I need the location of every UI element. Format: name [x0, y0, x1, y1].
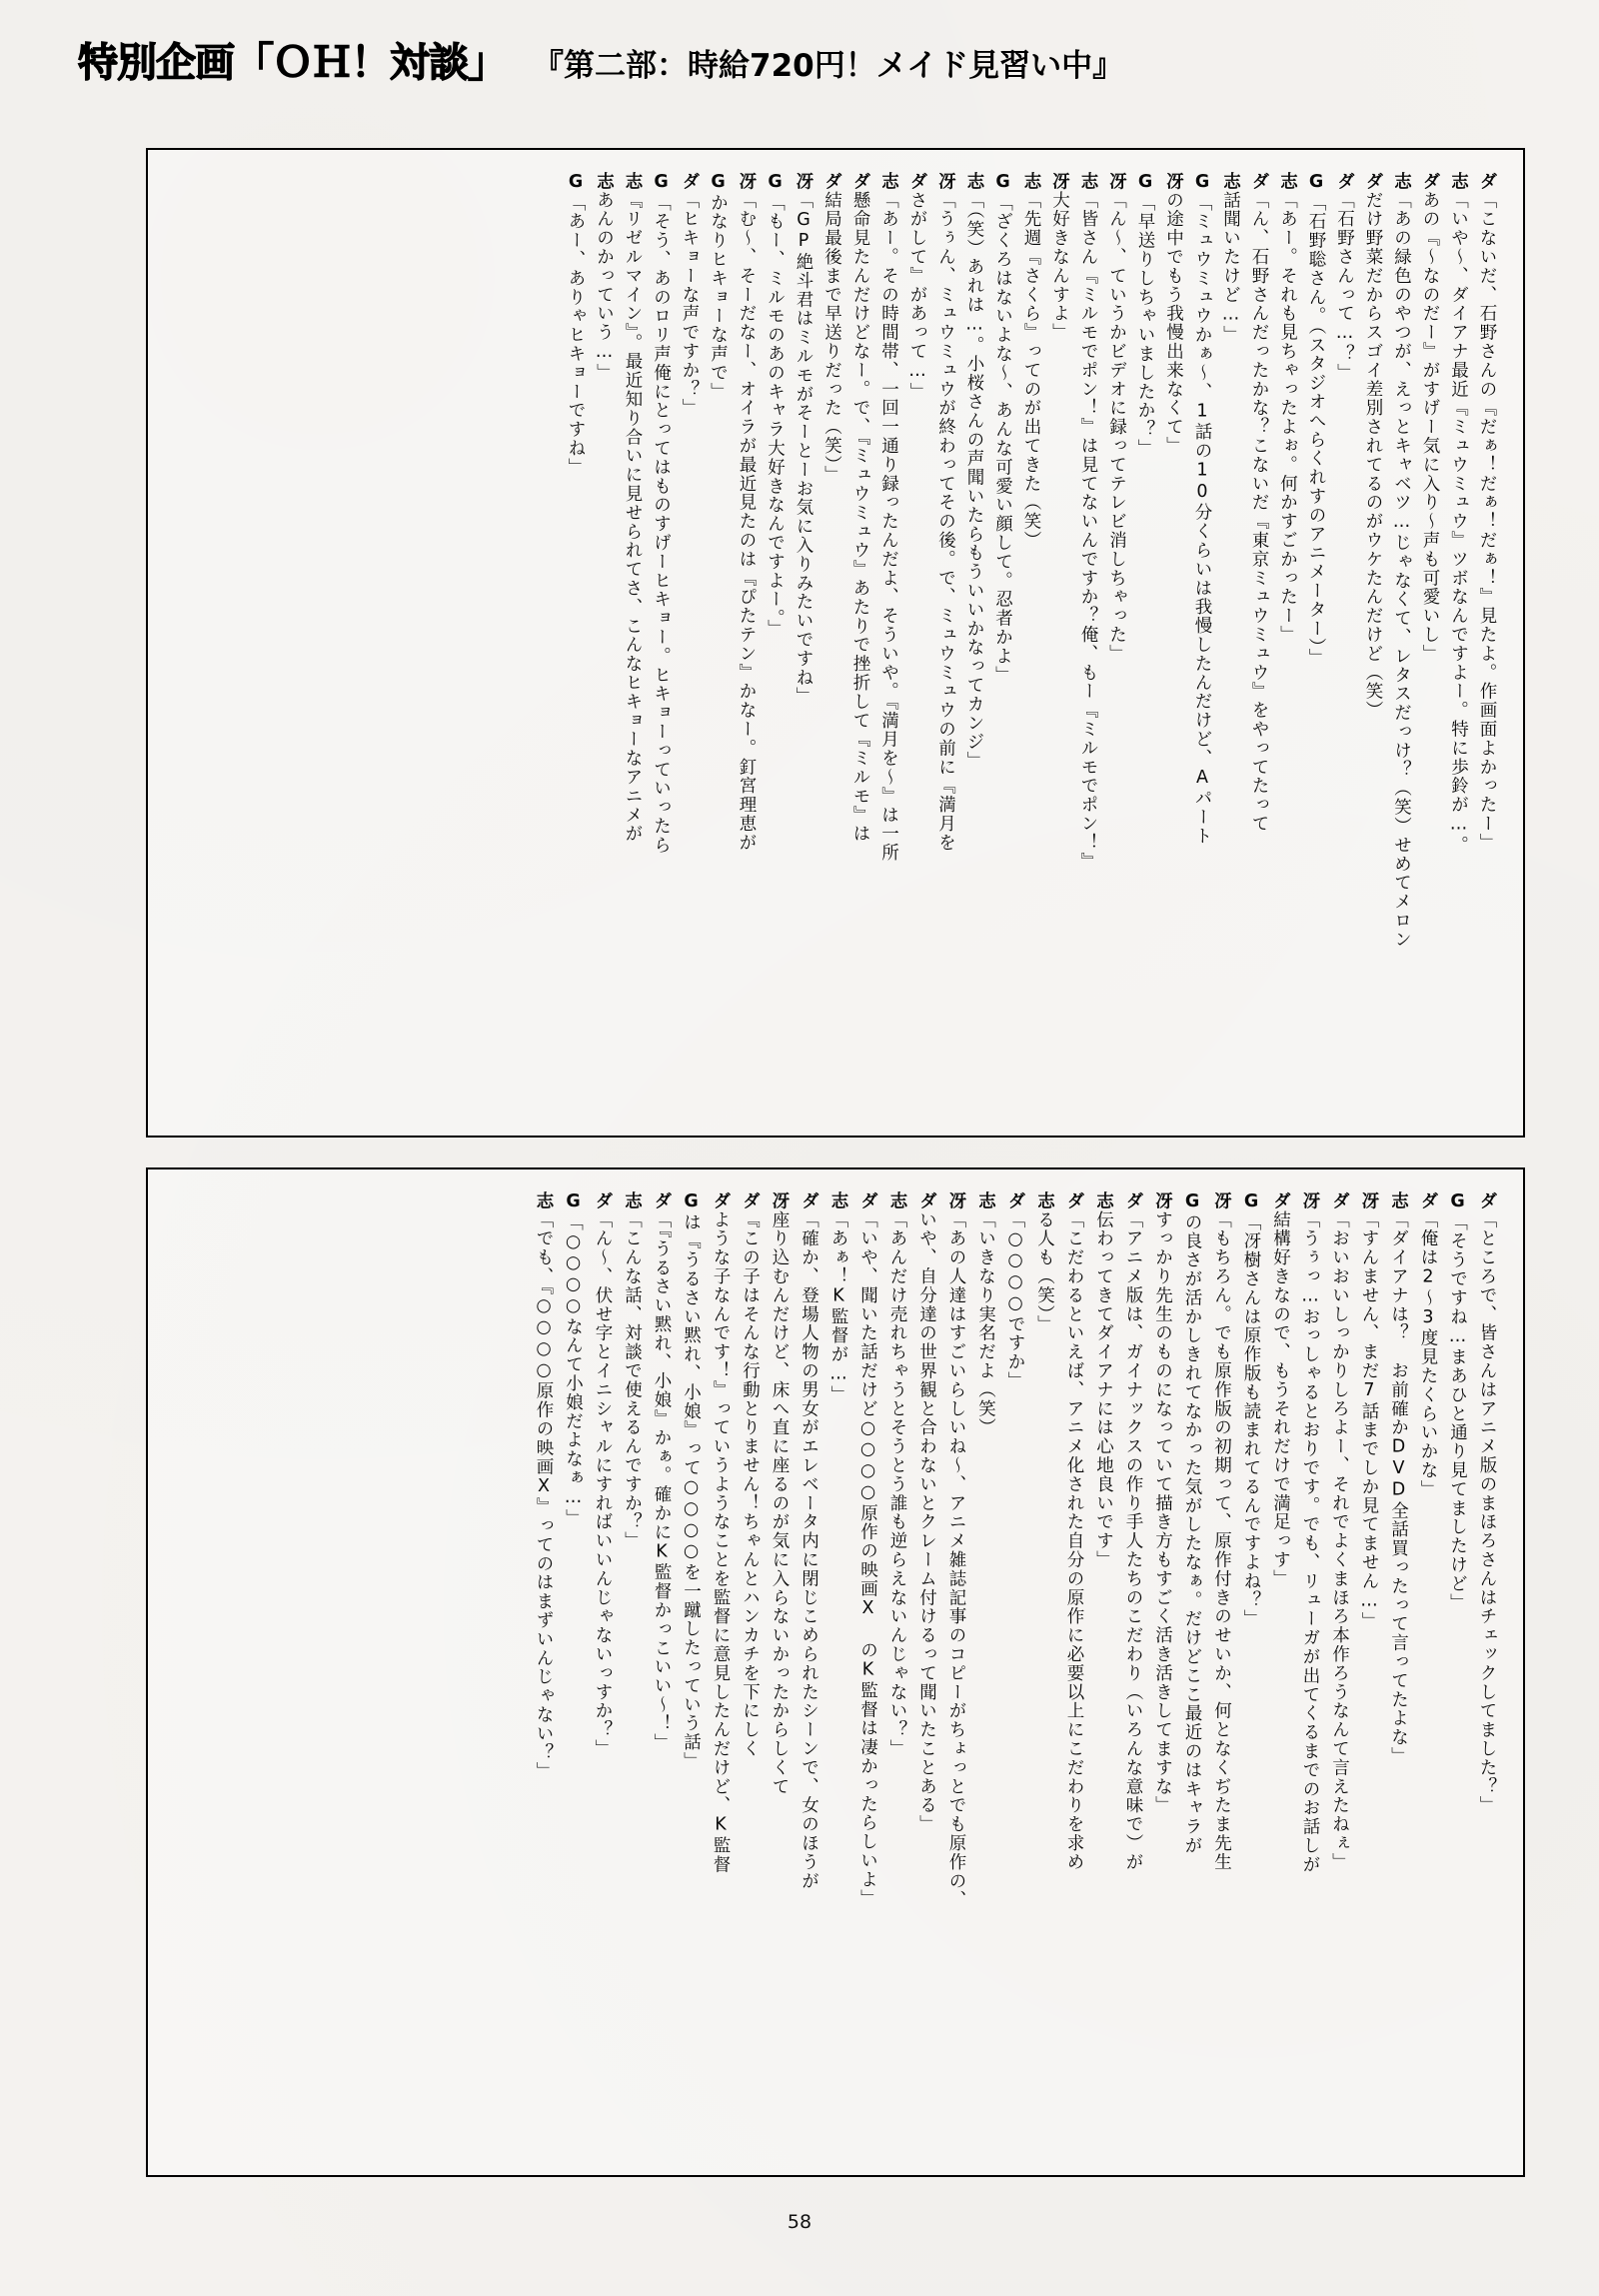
speaker-label: ダ: [1477, 1191, 1497, 1210]
line-text: 大好きなんすよ」: [1049, 190, 1070, 343]
transcript-line: [731, 1191, 761, 2153]
transcript-line: [1127, 172, 1156, 1114]
transcript-line: [1468, 1191, 1498, 2153]
transcript-line: [1212, 172, 1241, 1114]
transcript-line: [966, 1191, 996, 2153]
transcript-line: [878, 1191, 908, 2153]
speaker-label: 志: [1448, 172, 1469, 191]
line-text: 「いや～、ダイアナ最近『ミュウミュウ』ツボなんですよー。特に歩鈴が…。: [1448, 190, 1469, 855]
line-text: 「む～、そーだなー、オイラが最近見たのは『ぴたテン』かなー。釘宮理恵が: [737, 190, 757, 853]
speaker-label: G: [765, 172, 786, 194]
line-text: ような子なんです！』っていうようなことを監督に意見したんだけど、K監督: [711, 1209, 731, 1874]
speaker-label: ダ: [711, 1191, 731, 1210]
transcript-line: [1440, 172, 1469, 1114]
speaker-label: ダ: [1334, 172, 1355, 191]
speaker-label: ダ: [821, 172, 842, 191]
line-text: 「ところで、皆さんはアニメ版のまほろさんはチェックしてました？」: [1477, 1209, 1497, 1815]
line-text: かなりヒキョーな声で」: [708, 193, 729, 402]
line-text: 「そうですね…まあひと通り見てましたけど」: [1447, 1212, 1468, 1612]
transcript-line: [813, 172, 842, 1114]
speaker-label: ダ: [1418, 1191, 1438, 1210]
line-text: 「ミュウミュウかぁ～、1話の10分くらいは我慢したんだけど、Aパート: [1192, 193, 1212, 847]
speaker-label: 冴: [1300, 1191, 1320, 1210]
transcript-line: [1013, 172, 1042, 1114]
line-text: 結局最後まで早送りだった（笑）」: [821, 190, 842, 485]
line-text: 「うぅん、ミュウミュウが終わってその後。で、ミュウミュウの前に『満月を: [935, 190, 956, 853]
speaker-label: 志: [964, 172, 984, 191]
speaker-label: 志: [1078, 172, 1098, 191]
transcript-line: [1114, 1191, 1144, 2153]
transcript-columns-top: [174, 172, 1497, 1114]
speaker-label: 冴: [1106, 172, 1127, 191]
line-text: 「あの人達はすごいらしいね～、アニメ雑誌記事のコピーがちょっとでも原作の、: [946, 1209, 966, 1910]
speaker-label: G: [992, 172, 1013, 194]
line-text: 「うぅっ…おっしゃるとおりです。でも、リューガが出てくるまでのお話しが: [1300, 1209, 1320, 1874]
speaker-label: ダ: [1477, 172, 1497, 191]
transcript-line: [1241, 172, 1270, 1114]
speaker-label: 冴: [1163, 172, 1184, 191]
speaker-label: ダ: [1123, 1191, 1143, 1210]
line-text: 「ん、石野さんだったかな？こないだ『東京ミュウミュウ』をやってたって: [1249, 190, 1269, 834]
line-text: 「あんだけ売れちゃうとそうとう誰も逆らえないんじゃない？」: [887, 1209, 907, 1759]
line-text: 「GP絶斗君はミルモがそーとーお気に入りみたいですね」: [794, 190, 813, 707]
transcript-line: [937, 1191, 967, 2153]
transcript-line: [643, 172, 672, 1114]
transcript-line: [819, 1191, 849, 2153]
line-text: さがして』があって…」: [907, 190, 927, 402]
transcript-line: [1098, 172, 1127, 1114]
speaker-label: 冴: [1152, 1191, 1173, 1210]
line-text: 「確か、登場人物の男女がエレベータ内に閉じこめられたシーンで、女のほうが: [799, 1209, 819, 1891]
speaker-label: 冴: [737, 172, 757, 191]
transcript-line: [1143, 1191, 1173, 2153]
transcript-line: [1202, 1191, 1232, 2153]
speaker-label: ダ: [1249, 172, 1269, 191]
transcript-line: [956, 172, 985, 1114]
transcript-line: [1173, 1191, 1203, 2153]
speaker-label: 志: [975, 1191, 996, 1210]
line-text: 伝わってきてダイアナには心地良いです」: [1093, 1209, 1114, 1570]
line-text: 座り込むんだけど、床へ直に座るのが気に入らないかったからしくて: [770, 1209, 790, 1796]
line-text: 「先週『さくら』ってのが出てきた（笑）: [1021, 190, 1041, 551]
article-title-main: 特別企画「ＯＨ！対談」: [78, 39, 507, 86]
line-text: 「アニメ版は、ガイナックスの作り手人たちのこだわり（いろんな意味で）が: [1123, 1209, 1143, 1872]
transcript-line: [558, 172, 587, 1114]
speaker-label: 志: [1093, 1191, 1114, 1210]
transcript-line: [1355, 172, 1384, 1114]
speaker-label: G: [1135, 172, 1155, 194]
transcript-line: [790, 1191, 819, 2153]
line-text: 「あー。それも見ちゃったよぉ。何かすごかったー」: [1277, 190, 1298, 645]
line-text: あの『～なのだー』がすげー気に入り～声も可愛いし」: [1420, 190, 1440, 664]
line-text: 「こないだ、石野さんの『だぁ！だぁ！だぁ！』見たよ。作画面よかったー」: [1477, 190, 1497, 853]
line-text: だけ野菜だからスゴイ差別されてるのがウケたんだけど（笑）: [1363, 190, 1383, 721]
speaker-label: G: [1241, 1191, 1261, 1213]
speaker-label: 志: [1034, 1191, 1055, 1210]
line-text: の良さが活かしきれてなかった気がしたなぁ。だけどここ最近のはキャラが: [1182, 1212, 1202, 1856]
transcript-line: [996, 1191, 1026, 2153]
speaker-label: 冴: [770, 1191, 790, 1210]
transcript-line: [1155, 172, 1184, 1114]
speaker-label: ダ: [850, 172, 870, 191]
transcript-line: [899, 172, 928, 1114]
speaker-label: 志: [594, 172, 615, 191]
line-text: 「冴樹さんは原作版も読まれてるんですよね？」: [1241, 1212, 1261, 1629]
line-text: 懸命見たんだけどなー。で、『ミュウミュウ』あたりで挫折して『ミルモ』は: [850, 190, 870, 844]
transcript-line: [702, 1191, 732, 2153]
line-text: 「あぁ！K監督が…」: [828, 1209, 848, 1404]
speaker-label: 冴: [1359, 1191, 1379, 1210]
article-title-bar: [78, 28, 1529, 90]
line-text: 『この子はそんな行動とりません！ちゃんとハンカチを下にしく: [740, 1209, 761, 1759]
transcript-columns-bottom: [174, 1191, 1497, 2153]
transcript-line: [870, 172, 899, 1114]
transcript-line: [757, 172, 786, 1114]
line-text: 「俺は2～3度見たくらいかな」: [1418, 1209, 1438, 1499]
transcript-line: [672, 1191, 702, 2153]
speaker-label: 志: [623, 172, 643, 191]
transcript-line: [1269, 172, 1298, 1114]
line-text: 「でも、『○○○○原作の映画X』ってのはまずいんじゃない？」: [534, 1209, 554, 1781]
speaker-label: ダ: [1005, 1191, 1025, 1210]
speaker-label: ダ: [593, 1191, 613, 1210]
transcript-line: [1326, 172, 1355, 1114]
transcript-line: [1412, 172, 1441, 1114]
transcript-line: [984, 172, 1013, 1114]
line-text: 「そう、あのロリ声俺にとってはものすげーヒキョー。ヒキョーっていったら: [651, 193, 672, 855]
speaker-label: 志: [887, 1191, 907, 1210]
line-text: 「（笑）あれは…。小桜さんの声聞いたらもういいかなってカンジ」: [964, 190, 984, 771]
transcript-line: [613, 1191, 643, 2153]
line-text: 「『うるさい黙れ、小娘』かぁ。確かにK監督かっこいい～！」: [652, 1209, 672, 1752]
speaker-label: 冴: [946, 1191, 966, 1210]
speaker-label: 志: [622, 1191, 643, 1210]
speaker-label: G: [1182, 1191, 1202, 1213]
speaker-label: 冴: [935, 172, 956, 191]
transcript-line: [848, 1191, 878, 2153]
transcript-line: [907, 1191, 937, 2153]
speaker-label: G: [651, 172, 672, 194]
speaker-label: G: [708, 172, 729, 194]
transcript-line: [761, 1191, 791, 2153]
article-title-sub: 『第二部：時給720円！メイド見習い中』: [533, 47, 1124, 84]
transcript-line: [700, 172, 729, 1114]
speaker-label: ダ: [740, 1191, 761, 1210]
transcript-line: [525, 1191, 555, 2153]
transcript-line: [1261, 1191, 1291, 2153]
line-text: 「いきなり実名だよ（笑）: [975, 1209, 996, 1437]
line-text: 「ダイアナは？ お前確かDVD全話買ったって言ってたよな」: [1388, 1209, 1409, 1766]
transcript-line: [1291, 1191, 1321, 2153]
speaker-label: ダ: [1329, 1191, 1350, 1210]
speaker-label: 志: [1220, 172, 1241, 191]
line-text: 「いや、聞いた話だけど○○○○原作の映画X のK監督は凄かったらしいよ」: [857, 1209, 878, 1908]
line-text: 「すんません、まだ7話までしか見てません…」: [1359, 1209, 1379, 1631]
transcript-line: [1055, 1191, 1085, 2153]
speaker-label: ダ: [916, 1191, 937, 1210]
speaker-label: 志: [1021, 172, 1041, 191]
speaker-label: 志: [878, 172, 899, 191]
speaker-label: G: [1306, 172, 1326, 194]
speaker-label: 志: [1391, 172, 1412, 191]
line-text: 「こだわるといえば、アニメ化された自分の原作に必要以上にこだわりを求め: [1064, 1209, 1084, 1872]
speaker-label: ダ: [1270, 1191, 1291, 1210]
transcript-line: [1379, 1191, 1409, 2153]
line-text: すっかり先生のものになっていて描き方もすごく活き活きしてますな」: [1152, 1209, 1173, 1815]
speaker-label: 志: [828, 1191, 848, 1210]
speaker-label: G: [563, 1191, 584, 1213]
line-text: 「おいおいしっかりしろよー、それでよくまほろ本作ろうなんて言えたねぇ」: [1329, 1209, 1350, 1872]
transcript-line: [584, 1191, 614, 2153]
transcript-line: [586, 172, 615, 1114]
line-text: 「石野聡さん。（スタジオへらくれすのアニメーター）」: [1306, 193, 1326, 668]
line-text: 結構好きなので、もうそれだけで満足っす」: [1270, 1209, 1291, 1588]
line-text: の途中でもう我慢出来なくて」: [1163, 190, 1184, 456]
line-text: 「ん～、伏せ字とイニシャルにすればいいんじゃないっすか？」: [593, 1209, 613, 1759]
line-text: 「○○○○なんて小娘だよなぁ…」: [563, 1212, 584, 1528]
transcript-line: [1350, 1191, 1380, 2153]
transcript-line: [1232, 1191, 1262, 2153]
speaker-label: ダ: [1064, 1191, 1084, 1210]
transcript-line: [1320, 1191, 1350, 2153]
line-text: あんのかっていう…」: [594, 190, 615, 383]
speaker-label: 志: [1388, 1191, 1409, 1210]
speaker-label: 冴: [794, 172, 813, 191]
line-text: 「早送りしちゃいましたか？」: [1135, 193, 1155, 459]
transcript-line: [1041, 172, 1070, 1114]
transcript-panel-bottom: [146, 1167, 1525, 2177]
transcript-line: [1438, 1191, 1468, 2153]
line-text: 「もちろん。でも原作版の初期って、原作付きのせいか、何となくぢたま先生: [1211, 1209, 1232, 1872]
transcript-line: [672, 172, 701, 1114]
line-text: 「もー、ミルモのあのキャラ大好きなんですよー。」: [765, 193, 786, 639]
speaker-label: 志: [1277, 172, 1298, 191]
line-text: 「○○○○ですか」: [1005, 1209, 1025, 1391]
line-text: 「あー、ありゃヒキョーですね」: [566, 193, 586, 477]
speaker-label: 冴: [1049, 172, 1070, 191]
transcript-panel-top: [146, 148, 1525, 1138]
transcript-line: [554, 1191, 584, 2153]
line-text: る人も（笑）」: [1034, 1209, 1055, 1334]
line-text: 『リゼルマイン』。最近知り合いに見せられてさ、こんなヒキョーなアニメが: [623, 190, 643, 844]
speaker-label: G: [681, 1191, 702, 1213]
transcript-line: [1025, 1191, 1055, 2153]
line-text: 「皆さん『ミルモでポン！』は見てないんですか？俺、もー『ミルモでポン！』: [1078, 190, 1098, 872]
speaker-label: G: [566, 172, 586, 194]
transcript-line: [1070, 172, 1099, 1114]
speaker-label: ダ: [1363, 172, 1383, 191]
transcript-line: [1409, 1191, 1439, 2153]
line-text: 「ん～、ていうかビデオに録ってテレビ消しちゃった」: [1106, 190, 1127, 664]
speaker-label: G: [1447, 1191, 1468, 1213]
line-text: 「ヒキョーな声ですか？」: [680, 190, 700, 418]
line-text: 「こんな話、対談で使えるんですか？」: [622, 1209, 643, 1551]
line-text: は『うるさい黙れ、小娘』って○○○○を一蹴したっていう話」: [681, 1212, 702, 1771]
line-text: 話聞いたけど…」: [1220, 190, 1241, 345]
transcript-line: [1383, 172, 1412, 1114]
transcript-line: [786, 172, 814, 1114]
speaker-label: ダ: [1420, 172, 1440, 191]
transcript-line: [1084, 1191, 1114, 2153]
transcript-line: [927, 172, 956, 1114]
transcript-line: [842, 172, 871, 1114]
speaker-label: 志: [534, 1191, 554, 1210]
speaker-label: ダ: [799, 1191, 819, 1210]
line-text: 「あの緑色のやつが、えっとキャベツ…じゃなくて、レタスだっけ？（笑）せめてメロン: [1391, 190, 1412, 950]
speaker-label: ダ: [857, 1191, 878, 1210]
line-text: 「石野さんって…？」: [1334, 190, 1355, 383]
line-text: 「ざくろはないよな～、あんな可愛い顔して。忍者かよ」: [992, 193, 1013, 685]
transcript-line: [615, 172, 644, 1114]
transcript-line: [729, 172, 758, 1114]
speaker-label: 冴: [1211, 1191, 1232, 1210]
line-text: 「あー。その時間帯、一回一通り録ったんだよ、そういや。『満月を～』は一所: [878, 190, 899, 863]
page-number: 58: [787, 2211, 812, 2233]
transcript-line: [643, 1191, 673, 2153]
speaker-label: ダ: [907, 172, 927, 191]
speaker-label: G: [1192, 172, 1212, 194]
line-text: いや、自分達の世界観と合わないとクレーム付けるって聞いたことある」: [916, 1209, 937, 1834]
speaker-label: ダ: [680, 172, 700, 191]
transcript-line: [1298, 172, 1327, 1114]
transcript-line: [1184, 172, 1213, 1114]
speaker-label: ダ: [652, 1191, 672, 1210]
transcript-line: [1469, 172, 1498, 1114]
